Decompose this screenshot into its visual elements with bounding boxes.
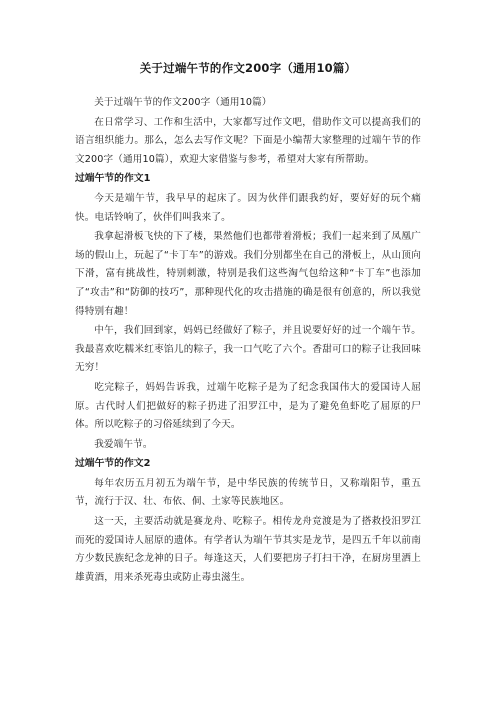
essay-section-1: [75, 170, 421, 454]
intro-repeat-title: 关于过端午节的作文200字（通用10篇）: [94, 97, 272, 108]
document-page: [75, 60, 421, 588]
essay-paragraph: 今天是端午节，我早早的起床了。因为伙伴们跟我约好，要好好的玩个痛快。电话铃响了，伙伴们叫我来了。: [75, 192, 421, 223]
essay-section-2: [75, 455, 421, 587]
document-title: 关于过端午节的作文200字（通用10篇）: [139, 61, 357, 75]
essay-paragraph: 我爱端午节。: [94, 438, 153, 450]
essay-paragraph: 每年农历五月初五为端午节，是中华民族的传统节日，又称端阳节，重五节，流行于汉、壮、布依、侗、土家等民族地区。: [75, 477, 421, 508]
essay-paragraph: 中午，我们回到家，妈妈已经做好了粽子，并且说要好好的过一个端午节。我最喜欢吃糯米红枣馅儿的粽子，我一口气吃了六个。香甜可口的粽子让我回味无穷！: [75, 325, 421, 374]
essay-paragraph: 我拿起滑板飞快的下了楼，果然他们也都带着滑板；我们一起来到了凤凰广场的假山上，玩起了“卡丁车”的游戏。我们分别都坐在自己的滑板上，从山顶向下滑，富有挑战性，特别刺激，特别是我们这些淘气包给这种“卡丁车”也添加了“攻击”和“防御的技巧”，那种现代化的攻击措施的确是很有创意的，所以我觉得特别有趣！: [75, 231, 421, 317]
intro-paragraph: 在日常学习、工作和生活中，大家都写过作文吧，借助作文可以提高我们的语言组织能力。那么，怎么去写作文呢？下面是小编帮大家整理的过端午节的作文200字（通用10篇），欢迎大家借鉴与参考，希望对大家有所帮助。: [75, 116, 421, 165]
section-heading: 过端午节的作文2: [75, 458, 151, 470]
essay-paragraph: 吃完粽子，妈妈告诉我，过端午吃粽子是为了纪念我国伟大的爱国诗人屈原。古代时人们把做好的粽子扔进了汨罗江中，是为了避免鱼虾吃了屈原的尸体。所以吃粽子的习俗延续到了今天。: [75, 381, 421, 431]
essay-paragraph: 这一天，主要活动就是赛龙舟、吃粽子。相传龙舟竞渡是为了搭救投汨罗江而死的爱国诗人屈原的遗体。有学者认为端午节其实是龙节，是四五千年以前南方少数民族纪念龙神的日子。每逢这天，人们要把房子打扫干净，在厨房里洒上雄黄酒，用来杀死毒虫或防止毒虫滋生。: [75, 516, 421, 583]
section-heading: 过端午节的作文1: [75, 173, 151, 185]
